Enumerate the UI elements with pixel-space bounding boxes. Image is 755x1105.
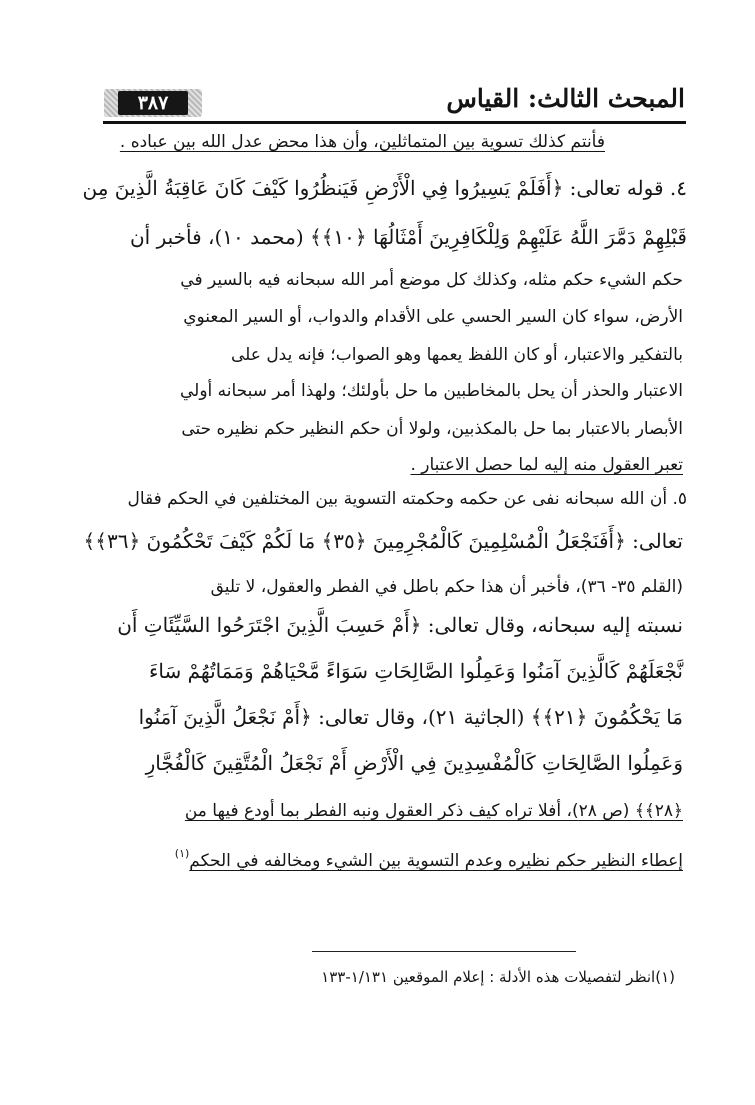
footnote-text: (١)انظر لتفصيلات هذه الأدلة : إعلام الموقعين ١/١٣١-١٣٣ [321,968,675,986]
text-line-5: الأرض، سواء كان السير الحسي على الأقدام والدواب، أو السير المعنوي [183,307,683,327]
text-line-14: نَّجْعَلَهُمْ كَالَّذِينَ آمَنُوا وَعَمِلُوا الصَّالِحَاتِ سَوَاءً مَّحْيَاهُمْ وَمَمَاتُهُمْ سَاءَ [148,659,683,683]
text-line-11: تعالى: ﴿أَفَنَجْعَلُ الْمُسْلِمِينَ كَالْمُجْرِمِينَ ﴿٣٥﴾ مَا لَكُمْ كَيْفَ تَحْكُمُونَ ﴿٣٦﴾﴾ [83,529,683,553]
footnote-marker: (١) [174,847,190,860]
page-number-badge [104,89,202,117]
text-line-2: ٤. قوله تعالى: ﴿أَفَلَمْ يَسِيرُوا فِي الْأَرْضِ فَيَنظُرُوا كَيْفَ كَانَ عَاقِبَةُ الَّذِينَ مِن [82,176,687,200]
text-line-18: إعطاء النظير حكم نظيره وعدم التسوية بين الشيء ومخالفه في الحكم$^{(١)}$ [174,847,683,871]
text-line-13: نسبته إليه سبحانه، وقال تعالى: ﴿أَمْ حَسِبَ الَّذِينَ اجْتَرَحُوا السَّيِّئَاتِ أَن [117,613,683,637]
footnote-rule [312,951,576,952]
header-rule [103,121,686,124]
text-line-9: تعبر العقول منه إليه لما حصل الاعتبار . [410,455,683,475]
text-line-4: حكم الشيء حكم مثله، وكذلك كل موضع أمر الله سبحانه فيه بالسير في [180,270,683,290]
page-number: ٣٨٧ [118,91,188,115]
running-title: المبحث الثالث: القياس [446,84,685,113]
text-line-6: بالتفكير والاعتبار، أو كان اللفظ يعمها وهو الصواب؛ فإنه يدل على [230,345,683,365]
text-line-10: ٥. أن الله سبحانه نفى عن حكمه وحكمته التسوية بين المختلفين في الحكم فقال [127,489,687,509]
text-line-16: وَعَمِلُوا الصَّالِحَاتِ كَالْمُفْسِدِينَ فِي الْأَرْضِ أَمْ نَجْعَلُ الْمُتَّقِينَ كَالْفُجَّارِ [145,751,683,775]
text-line-7: الاعتبار والحذر أن يحل بالمخاطبين ما حل بأولئك؛ ولهذا أمر سبحانه أولي [179,381,683,401]
text-line-1: فأنتم كذلك تسوية بين المتماثلين، وأن هذا محض عدل الله بين عباده . [119,132,605,152]
text-line-8: الأبصار بالاعتبار بما حل بالمكذبين، ولولا أن حكم النظير حكم نظيره حتى [181,419,683,439]
text-line-15: مَا يَحْكُمُونَ ﴿٢١﴾﴾ (الجاثية ٢١)، وقال تعالى: ﴿أَمْ نَجْعَلُ الَّذِينَ آمَنُوا [138,705,683,729]
text-line-12: (القلم ٣٥- ٣٦)، فأخبر أن هذا حكم باطل في الفطر والعقول، لا تليق [210,577,683,597]
text-line-17: ﴿٢٨﴾﴾ (ص ٢٨)، أفلا تراه كيف ذكر العقول ونبه الفطر بما أودع فيها من [184,801,683,821]
text-line-3: قَبْلِهِمْ دَمَّرَ اللَّهُ عَلَيْهِمْ وَلِلْكَافِرِينَ أَمْثَالُهَا ﴿١٠﴾﴾ (محمد ١٠)، فأخبر أن [129,225,687,249]
